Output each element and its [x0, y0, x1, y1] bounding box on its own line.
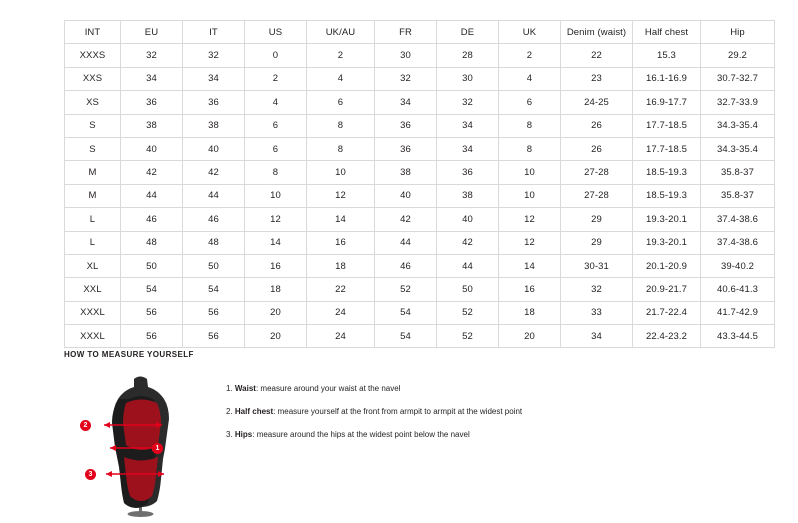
table-cell: 24-25 — [561, 91, 633, 114]
column-header-fr: FR — [375, 21, 437, 44]
table-cell: 16 — [245, 254, 307, 277]
table-cell: 10 — [499, 161, 561, 184]
table-cell: 35.8-37 — [701, 184, 775, 207]
table-cell: 34.3-35.4 — [701, 137, 775, 160]
table-cell: 37.4-38.6 — [701, 208, 775, 231]
table-cell: 20.9-21.7 — [633, 278, 701, 301]
table-cell: 30 — [437, 67, 499, 90]
table-cell: 16.1-16.9 — [633, 67, 701, 90]
table-cell: 10 — [499, 184, 561, 207]
table-cell: 54 — [121, 278, 183, 301]
table-cell: 22 — [307, 278, 375, 301]
table-cell: XXL — [65, 278, 121, 301]
table-cell: 21.7-22.4 — [633, 301, 701, 324]
table-cell: 29 — [561, 231, 633, 254]
table-row — [65, 231, 775, 254]
column-header-denim-waist: Denim (waist) — [561, 21, 633, 44]
table-row — [65, 208, 775, 231]
table-cell: 48 — [183, 231, 245, 254]
table-row — [65, 137, 775, 160]
table-row — [65, 254, 775, 277]
measure-instruction-text: : measure around your waist at the navel — [255, 384, 401, 393]
table-cell: 34 — [183, 67, 245, 90]
table-cell: 32 — [561, 278, 633, 301]
table-cell: 38 — [121, 114, 183, 137]
table-cell: 38 — [375, 161, 437, 184]
column-header-half-chest: Half chest — [633, 21, 701, 44]
table-cell: 50 — [121, 254, 183, 277]
measure-instruction-term: Waist — [234, 384, 256, 393]
table-cell: 34 — [437, 137, 499, 160]
table-cell: 10 — [307, 161, 375, 184]
table-cell: 40 — [183, 137, 245, 160]
measure-instruction-term: Hips — [234, 430, 253, 439]
table-cell: 18.5-19.3 — [633, 161, 701, 184]
table-cell: 54 — [375, 301, 437, 324]
table-row — [65, 325, 775, 348]
table-cell: 14 — [499, 254, 561, 277]
table-cell: 38 — [183, 114, 245, 137]
table-cell: 56 — [121, 325, 183, 348]
table-cell: 22.4-23.2 — [633, 325, 701, 348]
table-cell: 30.7-32.7 — [701, 67, 775, 90]
table-cell: 32 — [183, 44, 245, 67]
column-header-int: INT — [65, 21, 121, 44]
table-cell: 16 — [307, 231, 375, 254]
column-header-us: US — [245, 21, 307, 44]
column-header-it: IT — [183, 21, 245, 44]
table-cell: 43.3-44.5 — [701, 325, 775, 348]
table-cell: 56 — [183, 301, 245, 324]
table-cell: 40 — [375, 184, 437, 207]
table-cell: XXXL — [65, 325, 121, 348]
table-cell: 40 — [121, 137, 183, 160]
table-cell: 48 — [121, 231, 183, 254]
table-cell: 34 — [561, 325, 633, 348]
table-cell: 2 — [245, 67, 307, 90]
table-cell: 32 — [375, 67, 437, 90]
table-cell: 36 — [375, 114, 437, 137]
table-body — [65, 44, 775, 348]
table-cell: 44 — [437, 254, 499, 277]
table-cell: 27-28 — [561, 161, 633, 184]
measure-instruction-term: Half chest — [234, 407, 274, 416]
table-cell: 36 — [375, 137, 437, 160]
table-cell: XXXS — [65, 44, 121, 67]
table-cell: 8 — [499, 114, 561, 137]
table-cell: 46 — [121, 208, 183, 231]
column-header-de: DE — [437, 21, 499, 44]
table-cell: 24 — [307, 325, 375, 348]
table-cell: 30-31 — [561, 254, 633, 277]
table-cell: 37.4-38.6 — [701, 231, 775, 254]
table-cell: 19.3-20.1 — [633, 208, 701, 231]
table-cell: 18 — [245, 278, 307, 301]
table-header-row — [65, 21, 775, 44]
table-cell: XS — [65, 91, 121, 114]
table-cell: 4 — [499, 67, 561, 90]
table-cell: 12 — [499, 208, 561, 231]
table-cell: 26 — [561, 114, 633, 137]
table-cell: 22 — [561, 44, 633, 67]
table-cell: 8 — [499, 137, 561, 160]
table-cell: 16 — [499, 278, 561, 301]
table-row — [65, 91, 775, 114]
table-cell: XL — [65, 254, 121, 277]
measure-bullet-2: 2 — [80, 420, 91, 431]
table-cell: 54 — [183, 278, 245, 301]
table-cell: 50 — [437, 278, 499, 301]
table-cell: 56 — [183, 325, 245, 348]
table-cell: 12 — [307, 184, 375, 207]
table-cell: 34 — [437, 114, 499, 137]
table-cell: 12 — [499, 231, 561, 254]
table-cell: 42 — [121, 161, 183, 184]
table-cell: 32 — [121, 44, 183, 67]
table-cell: 0 — [245, 44, 307, 67]
table-cell: 8 — [245, 161, 307, 184]
table-cell: 28 — [437, 44, 499, 67]
table-cell: 41.7-42.9 — [701, 301, 775, 324]
table-cell: 32 — [437, 91, 499, 114]
table-cell: 14 — [245, 231, 307, 254]
measure-bullet-1: 1 — [152, 443, 163, 454]
table-cell: 44 — [183, 184, 245, 207]
table-row — [65, 301, 775, 324]
table-cell: 4 — [245, 91, 307, 114]
table-cell: S — [65, 137, 121, 160]
table-cell: 34.3-35.4 — [701, 114, 775, 137]
table-cell: 15.3 — [633, 44, 701, 67]
table-cell: 26 — [561, 137, 633, 160]
table-row — [65, 278, 775, 301]
table-cell: 24 — [307, 301, 375, 324]
table-cell: 12 — [245, 208, 307, 231]
mannequin-illustration — [84, 373, 204, 518]
column-header-uk: UK — [499, 21, 561, 44]
table-cell: 17.7-18.5 — [633, 137, 701, 160]
table-cell: 46 — [183, 208, 245, 231]
table-cell: 18 — [307, 254, 375, 277]
measure-bullet-3: 3 — [85, 469, 96, 480]
table-cell: XXXL — [65, 301, 121, 324]
mannequin-figure — [84, 373, 204, 518]
table-cell: 52 — [375, 278, 437, 301]
table-row — [65, 184, 775, 207]
table-cell: L — [65, 208, 121, 231]
table-cell: 32.7-33.9 — [701, 91, 775, 114]
table-cell: 39-40.2 — [701, 254, 775, 277]
table-cell: XXS — [65, 67, 121, 90]
measure-instruction — [226, 429, 522, 440]
table-cell: 10 — [245, 184, 307, 207]
table-cell: 27-28 — [561, 184, 633, 207]
table-cell: 17.7-18.5 — [633, 114, 701, 137]
table-cell: L — [65, 231, 121, 254]
table-cell: 18 — [499, 301, 561, 324]
table-cell: 4 — [307, 67, 375, 90]
table-cell: 29 — [561, 208, 633, 231]
measure-instruction-list — [226, 373, 522, 452]
table-cell: 36 — [121, 91, 183, 114]
measure-instruction — [226, 383, 522, 394]
table-row — [65, 44, 775, 67]
table-cell: 18.5-19.3 — [633, 184, 701, 207]
table-cell: M — [65, 184, 121, 207]
how-to-measure-title: HOW TO MEASURE YOURSELF — [64, 350, 194, 359]
measure-instruction — [226, 406, 522, 417]
table-cell: 50 — [183, 254, 245, 277]
size-chart-table — [64, 20, 775, 348]
table-cell: 20.1-20.9 — [633, 254, 701, 277]
column-header-hip: Hip — [701, 21, 775, 44]
table-cell: 14 — [307, 208, 375, 231]
table-cell: 30 — [375, 44, 437, 67]
table-cell: S — [65, 114, 121, 137]
table-cell: 52 — [437, 301, 499, 324]
measure-instruction-number: 2. — [226, 407, 235, 416]
measure-instruction-number: 1. — [226, 384, 235, 393]
table-cell: 42 — [437, 231, 499, 254]
table-cell: 8 — [307, 114, 375, 137]
table-cell: 35.8-37 — [701, 161, 775, 184]
table-cell: 16.9-17.7 — [633, 91, 701, 114]
table-cell: 36 — [437, 161, 499, 184]
table-cell: 6 — [307, 91, 375, 114]
table-cell: 20 — [245, 301, 307, 324]
table-cell: 20 — [499, 325, 561, 348]
size-chart-container — [64, 20, 759, 348]
table-cell: 40 — [437, 208, 499, 231]
table-row — [65, 114, 775, 137]
how-to-measure-body — [64, 373, 734, 518]
measure-instruction-text: : measure yourself at the front from armpit to armpit at the widest point — [273, 407, 523, 416]
table-cell: 56 — [121, 301, 183, 324]
table-cell: 33 — [561, 301, 633, 324]
table-cell: 52 — [437, 325, 499, 348]
table-cell: 46 — [375, 254, 437, 277]
measure-instruction-number: 3. — [226, 430, 235, 439]
table-cell: 42 — [375, 208, 437, 231]
table-cell: 20 — [245, 325, 307, 348]
table-cell: 8 — [307, 137, 375, 160]
table-cell: 29.2 — [701, 44, 775, 67]
table-cell: 2 — [307, 44, 375, 67]
table-row — [65, 161, 775, 184]
table-cell: 23 — [561, 67, 633, 90]
table-cell: 2 — [499, 44, 561, 67]
table-cell: 38 — [437, 184, 499, 207]
table-cell: 42 — [183, 161, 245, 184]
table-cell: 6 — [245, 137, 307, 160]
table-cell: 36 — [183, 91, 245, 114]
column-header-eu: EU — [121, 21, 183, 44]
table-cell: 6 — [245, 114, 307, 137]
table-cell: 34 — [375, 91, 437, 114]
table-cell: 34 — [121, 67, 183, 90]
table-cell: 19.3-20.1 — [633, 231, 701, 254]
how-to-measure-section — [64, 350, 734, 518]
table-cell: 54 — [375, 325, 437, 348]
table-cell: M — [65, 161, 121, 184]
table-cell: 44 — [121, 184, 183, 207]
column-header-uk-au: UK/AU — [307, 21, 375, 44]
table-cell: 6 — [499, 91, 561, 114]
table-row — [65, 67, 775, 90]
table-cell: 40.6-41.3 — [701, 278, 775, 301]
measure-instruction-text: : measure around the hips at the widest point below the navel — [252, 430, 470, 439]
table-cell: 44 — [375, 231, 437, 254]
